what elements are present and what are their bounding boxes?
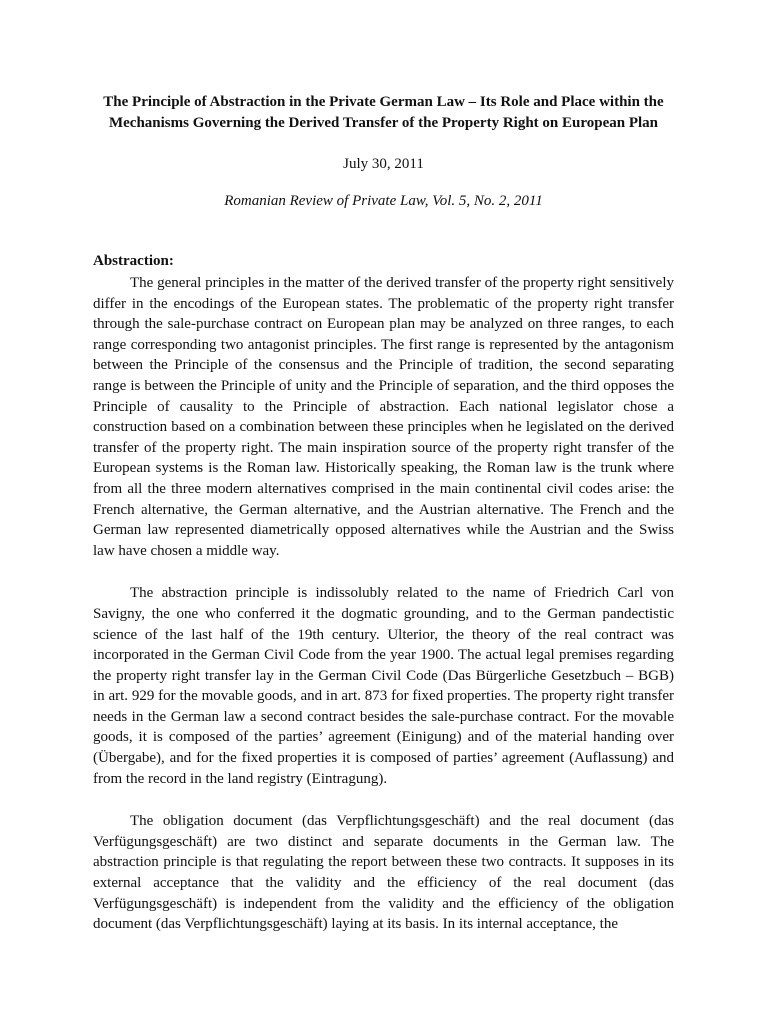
abstract-heading: Abstraction: [93,253,174,269]
paper-title-line-2: Mechanisms Governing the Derived Transfer of the Property Right on European Plan [108,115,658,131]
abstract-paragraph-3: The obligation document (das Verpflichtungsgeschäft) and the real document (das Verfügungsgeschäft) are two distinct and separate documents in the German law. The abstraction principle is that regulating the report between these two contracts. It supposes in its external acceptance that the validity and the efficiency of the real document (das Verfügungsgeschäft) is independent from the validity and the efficiency of the obligation document (das Verpflichtungsgeschäft) laying at its basis. In its internal acceptance, the [93,813,674,933]
document-page [93,92,674,935]
paper-title-line-1: The Principle of Abstraction in the Private German Law – Its Role and Place within the [103,94,664,110]
abstract-paragraph-1: The general principles in the matter of the derived transfer of the property right sensitively differ in the encodings of the European states. The problematic of the property right transfer through the sale-purchase contract on European plan may be analyzed on three ranges, to each range corresponding two antagonist principles. The first range is represented by the antagonism between the Principle of the consensus and the Principle of tradition, the second separating range is between the Principle of unity and the Principle of separation, and the third opposes the Principle of causality to the Principle of abstraction. Each national legislator chose a construction based on a combination between these principles when he legislated on the derived transfer of the property right. The main inspiration source of the property right transfer of the European systems is the Roman law. Historically speaking, the Roman law is the trunk where from all the three modern alternatives comprised in the main continental civil codes arise: the French alternative, the German alternative, and the Austrian alternative. The French and the German law represented diametrically opposed alternatives while the Austrian and the Swiss law have chosen a middle way. [93,275,674,559]
journal-citation: Romanian Review of Private Law, Vol. 5, No. 2, 2011 [224,193,543,209]
paper-title [93,92,674,134]
publication-date: July 30, 2011 [343,156,424,172]
abstract-paragraph-2: The abstraction principle is indissolubly related to the name of Friedrich Carl von Savigny, the one who conferred it the dogmatic grounding, and to the German pandectistic science of the last half of the 19th century. Ulterior, the theory of the real contract was incorporated in the German Civil Code from the year 1900. The actual legal premises regarding the property right transfer lay in the German Civil Code (Das Bürgerliche Gesetzbuch – BGB) in art. 929 for the movable goods, and in art. 873 for fixed properties. The property right transfer needs in the German law a second contract besides the sale-purchase contract. For the movable goods, it is composed of the parties’ agreement (Einigung) and of the material handing over (Übergabe), and for the fixed properties it is composed of parties’ agreement (Auflassung) and from the record in the land registry (Eintragung). [93,585,674,787]
